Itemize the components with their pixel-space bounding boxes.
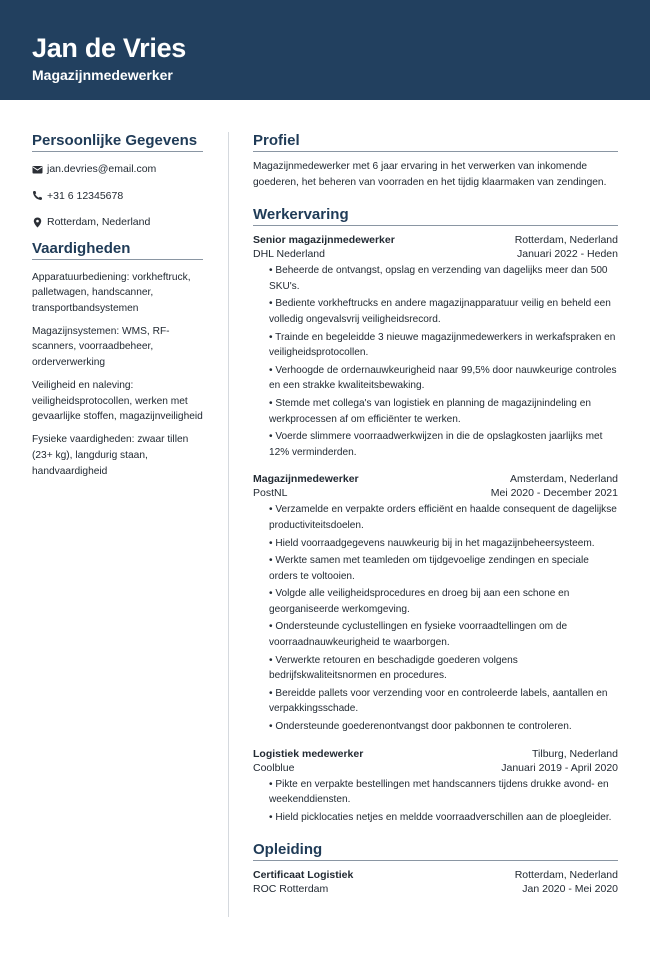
job-bullets — [269, 502, 618, 734]
education-entry — [253, 868, 618, 896]
bullet-item: • Bereidde pallets voor verzending voor en controleerde labels, aantallen en verpakkingsschade. — [269, 687, 608, 715]
job-entry — [253, 472, 618, 734]
job-entry — [253, 747, 618, 826]
bullet-item: • Verzamelde en verpakte orders efficiënt en haalde consequent de dagelijkse productiviteitsdoelen. — [269, 504, 617, 531]
job-role: Logistiek medewerker — [253, 747, 364, 760]
job-role: Senior magazijnmedewerker — [253, 234, 395, 247]
email-icon — [32, 164, 43, 175]
skills-list — [32, 270, 203, 480]
header-banner — [0, 0, 650, 100]
bullet-item: • Hield picklocaties netjes en meldde voorraadverschillen aan de ploegleider. — [269, 811, 612, 823]
job-location: Amsterdam, Nederland — [510, 473, 618, 486]
bullet-item: • Trainde en begeleidde 3 nieuwe magazijnmedewerkers in werkafspraken en veiligheidsprotocollen. — [269, 331, 616, 359]
column-divider — [228, 132, 229, 917]
bullet-item: • Beheerde de ontvangst, opslag en verzending van dagelijks meer dan 500 SKU's. — [269, 265, 608, 292]
location-pin-icon — [32, 217, 43, 228]
bullet-item: • Ondersteunde goederenontvangst door pakbonnen te controleren. — [269, 721, 572, 733]
location-text: Rotterdam, Nederland — [47, 216, 151, 228]
bullet-item: • Werkte samen met teamleden om tijdgevoelige zendingen en speciale orders te voltooien. — [269, 555, 589, 582]
job-role: Magazijnmedewerker — [253, 473, 359, 486]
candidate-job-title: Magazijnmedewerker — [32, 67, 173, 83]
job-company: PostNL — [253, 487, 288, 500]
right-column — [253, 132, 618, 896]
bullet-item: • Verhoogde de ordernauwkeurigheid naar 99,5% door nauwkeurige controles en een strakke kwaliteitsbewaking. — [269, 364, 617, 392]
job-location: Tilburg, Nederland — [532, 747, 618, 760]
bullet-item: • Volgde alle veiligheidsprocedures en droeg bij aan een schone en georganiseerde werkomgeving. — [269, 588, 570, 615]
job-dates: Januari 2022 - Heden — [517, 248, 618, 261]
job-dates: Januari 2019 - April 2020 — [501, 761, 618, 774]
contact-email — [32, 160, 203, 178]
email-text[interactable]: jan.devries@email.com — [47, 163, 157, 175]
bullet-item: • Stemde met collega's van logistiek en planning de magazijnindeling en werkprocessen af om efficiënter te werken. — [269, 397, 591, 425]
skill-item: Veiligheid en naleving: veiligheidsprotocollen, werken met gevaarlijke stoffen, magazijnveiligheid — [32, 380, 203, 423]
job-entry — [253, 233, 618, 460]
bullet-item: • Verwerkte retouren en beschadigde goederen volgens bedrijfskwaliteitsnormen en procedures. — [269, 654, 518, 682]
education-degree: Certificaat Logistiek — [253, 869, 354, 882]
job-bullets — [269, 777, 618, 826]
education-dates: Jan 2020 - Mei 2020 — [522, 883, 618, 896]
bullet-item: • Pikte en verpakte bestellingen met handscanners tijdens drukke avond- en weekenddiensten. — [269, 778, 609, 806]
bullet-item: • Voerde slimmere voorraadwerkwijzen in die de opslagkosten jaarlijks met 12% verminderden. — [269, 431, 603, 458]
left-column — [32, 132, 203, 487]
education-heading: Opleiding — [253, 841, 618, 861]
phone-icon — [32, 190, 43, 201]
profile-heading: Profiel — [253, 132, 618, 152]
education-school: ROC Rotterdam — [253, 883, 329, 896]
job-company: Coolblue — [253, 761, 295, 774]
candidate-name: Jan de Vries — [32, 33, 186, 63]
skills-heading: Vaardigheden — [32, 240, 203, 260]
skill-item: Magazijnsystemen: WMS, RF-scanners, voorraadbeheer, orderverwerking — [32, 325, 170, 368]
bullet-item: • Bediente vorkheftrucks en andere magazijnapparatuur veilig en beheld een volledig ongevalsvrij veiligheidsrecord. — [269, 298, 611, 325]
skill-item: Apparatuurbediening: vorkheftruck, palletwagen, handscanner, transportbandsystemen — [32, 271, 191, 314]
education-location: Rotterdam, Nederland — [514, 869, 618, 882]
experience-heading: Werkervaring — [253, 206, 618, 226]
skill-item: Fysieke vaardigheden: zwaar tillen (23+ kg), langdurig staan, handvaardigheid — [32, 434, 189, 477]
job-company: DHL Nederland — [253, 248, 325, 261]
bullet-item: • Hield voorraadgegevens nauwkeurig bij in het magazijnbeheersysteem. — [269, 537, 595, 549]
personal-details-heading: Persoonlijke Gegevens — [32, 132, 203, 152]
job-location: Rotterdam, Nederland — [514, 234, 618, 247]
profile-text: Magazijnmedewerker met 6 jaar ervaring in het verwerken van inkomende goederen, het beheren van voorraden en het tijdig klaarmaken van zendingen. — [253, 161, 607, 188]
phone-text[interactable]: +31 6 12345678 — [47, 189, 124, 202]
contact-phone — [32, 187, 203, 205]
contact-location — [32, 213, 203, 231]
job-dates: Mei 2020 - December 2021 — [490, 487, 618, 500]
contact-list — [32, 160, 203, 231]
bullet-item: • Ondersteunde cyclustellingen en fysieke voorraadtellingen om de voorraadnauwkeurigheid te waarborgen. — [269, 621, 568, 649]
job-bullets — [269, 263, 618, 460]
